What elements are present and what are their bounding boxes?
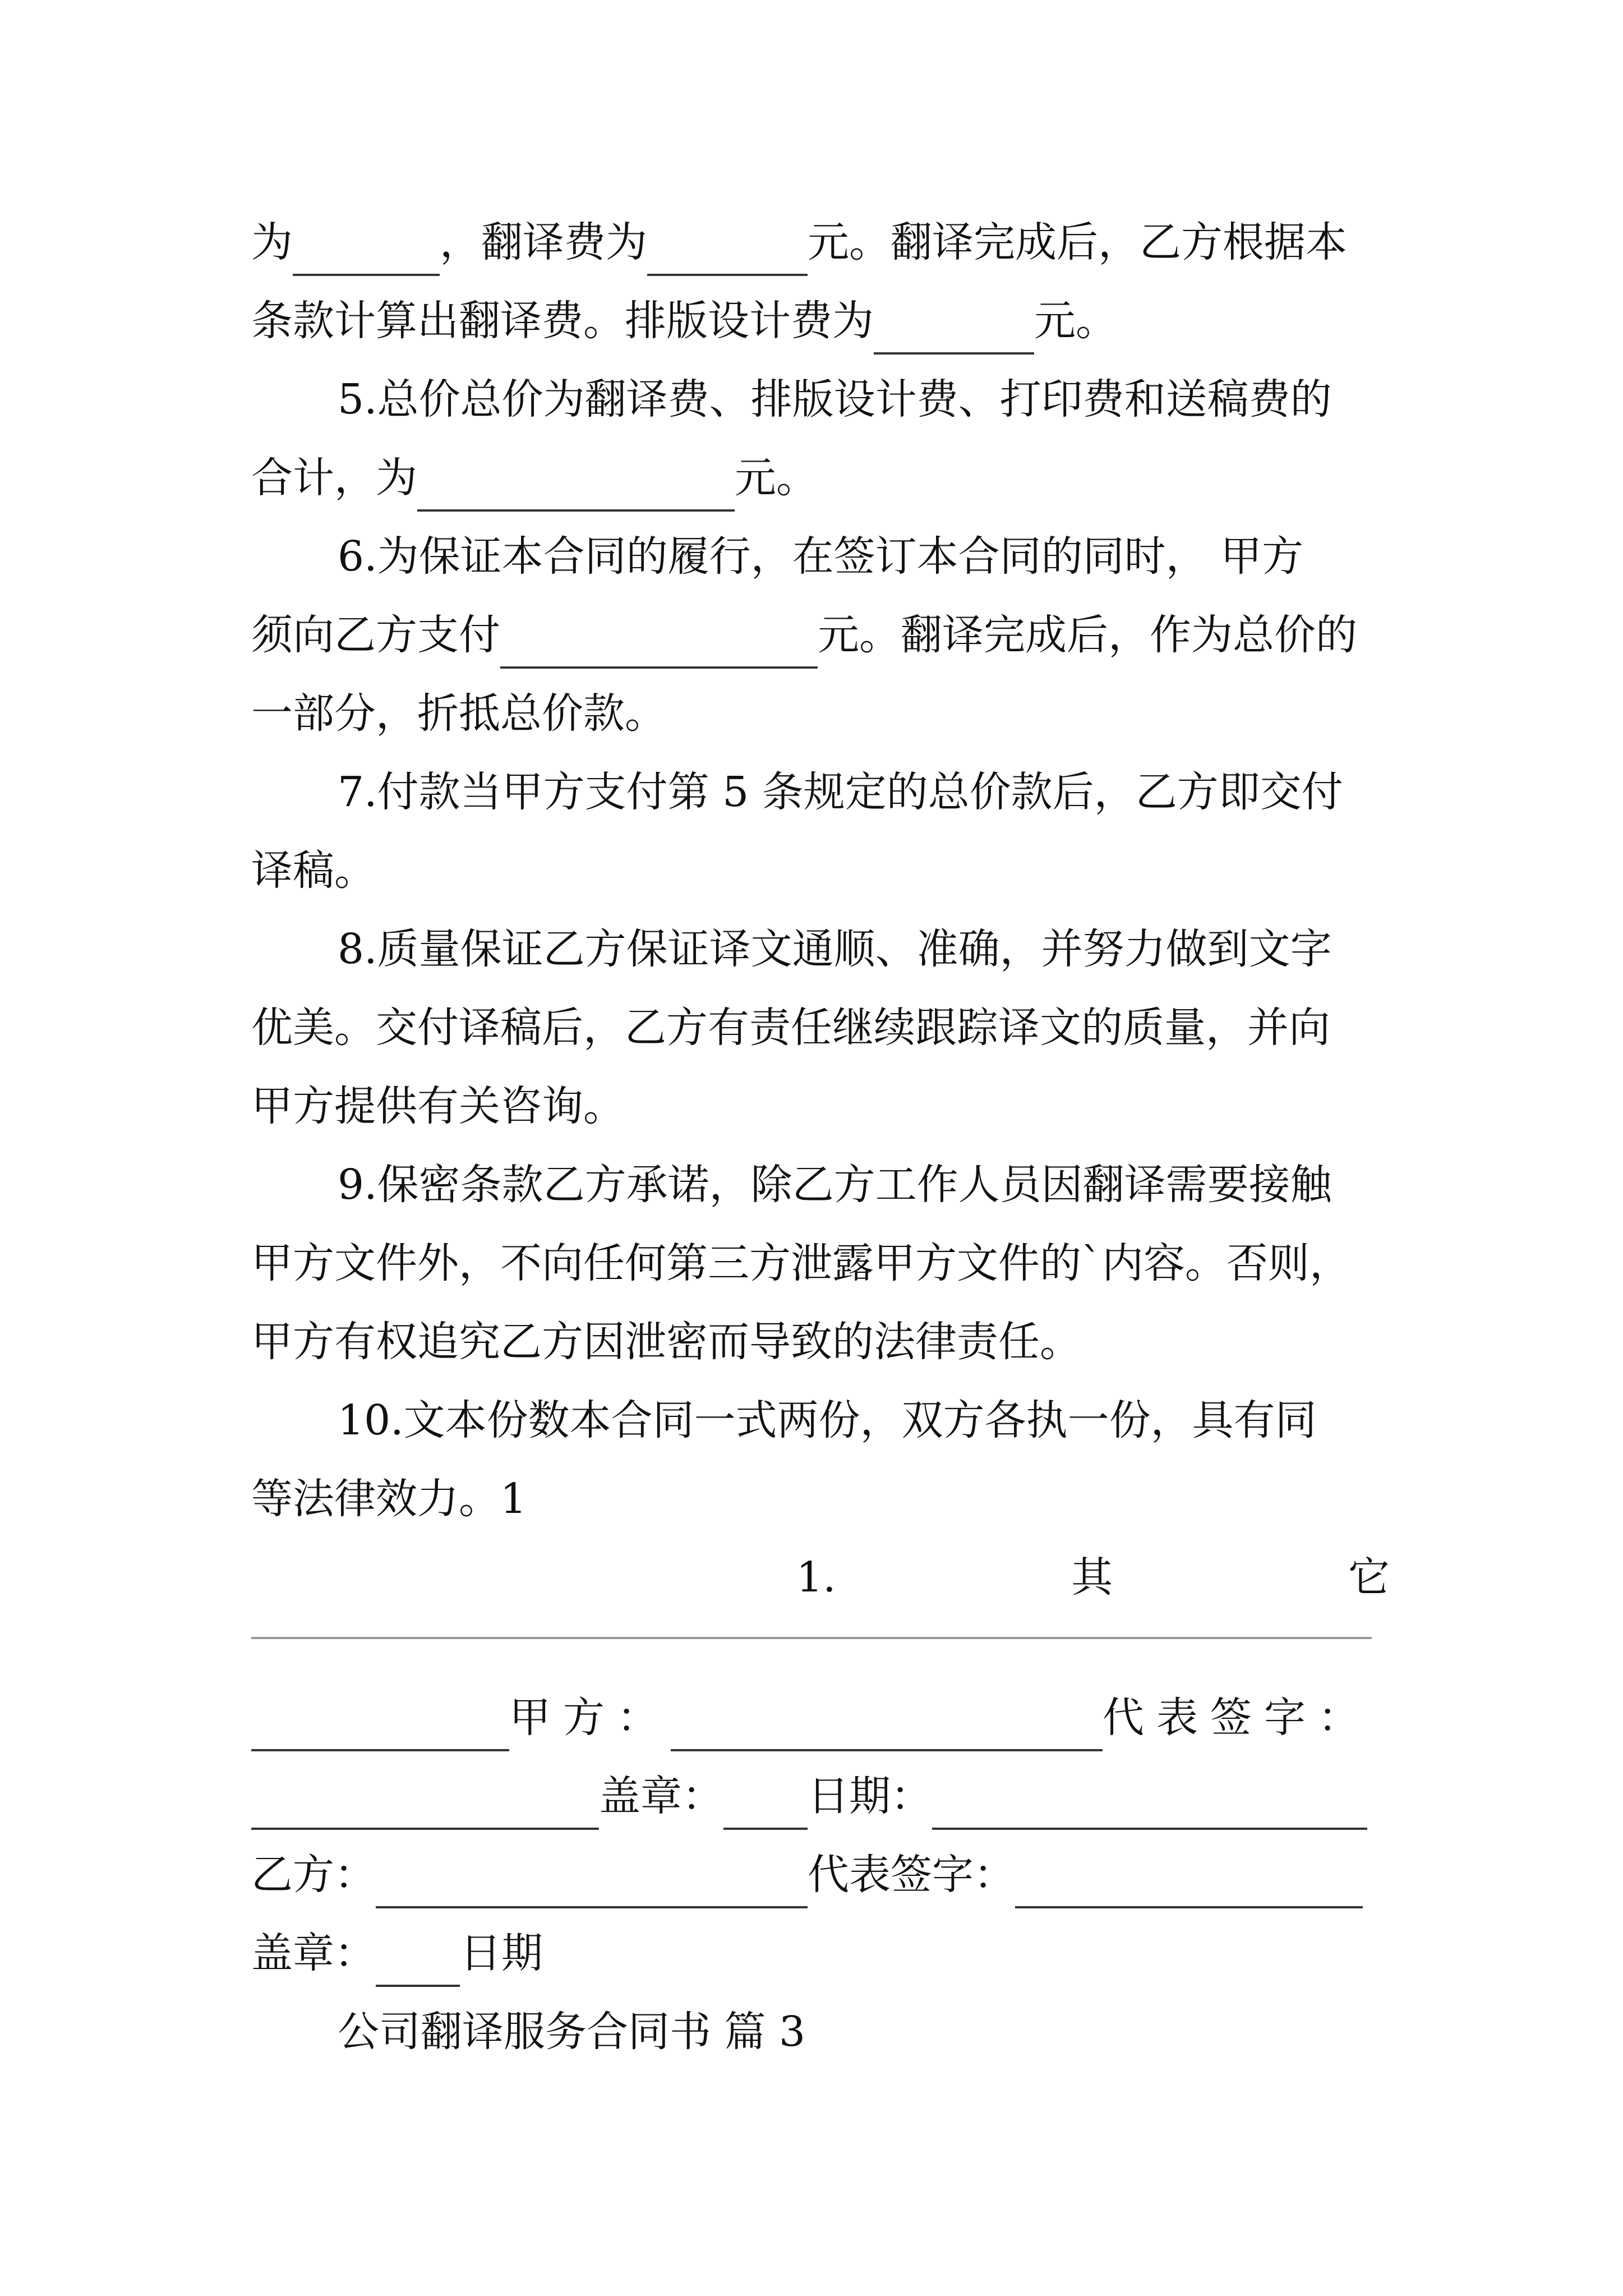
rep-sign-label: 代表签字： <box>1103 1694 1372 1742</box>
clause-8-line-1: 8.质量保证乙方保证译文通顺、准确，并努力做到文字 <box>338 925 1332 973</box>
blank-field[interactable] <box>1015 1859 1363 1908</box>
clause-10-line-2: 等法律效力。1 <box>251 1475 527 1523</box>
blank-field[interactable] <box>647 227 808 276</box>
separator-rule <box>251 1637 1372 1639</box>
clause-5-line-2 <box>251 444 1390 512</box>
clause-8-line-2: 优美。交付译稿后，乙方有责任继续跟踪译文的质量，并向 <box>251 1004 1330 1052</box>
clause-6-line-2 <box>251 601 1390 669</box>
text-segment: 元。 <box>1034 297 1117 345</box>
clause-10-line-1: 10.文本份数本合同一式两份，双方各执一份，具有同 <box>338 1396 1317 1444</box>
seal-label: 盖章： <box>251 1929 376 1977</box>
text-segment: 为 <box>251 218 293 266</box>
text-segment: 元。翻译完成后，作为总价的 <box>818 611 1357 659</box>
clause-9-line-2: 甲方文件外，不向任何第三方泄露甲方文件的`内容。否则， <box>251 1239 1351 1287</box>
signature-line-party-b <box>251 1841 1390 1908</box>
blank-field[interactable] <box>932 1780 1367 1830</box>
heading-char: 其 <box>1071 1553 1113 1602</box>
text-segment: 元。 <box>735 454 818 502</box>
text-line-2 <box>251 287 1390 355</box>
party-a-label: 甲方： <box>509 1694 671 1742</box>
party-b-label: 乙方： <box>251 1851 376 1899</box>
blank-field[interactable] <box>723 1780 808 1830</box>
text-segment: ，翻译费为 <box>440 218 647 266</box>
clause-5-line-1: 5.总价总价为翻译费、排版设计费、打印费和送稿费的 <box>338 375 1332 424</box>
clause-other-heading <box>796 1544 1390 1611</box>
text-segment: 元。翻译完成后，乙方根据本 <box>808 218 1347 266</box>
clause-number: 1. <box>796 1553 836 1602</box>
clause-9-line-1: 9.保密条款乙方承诺，除乙方工作人员因翻译需要接触 <box>338 1161 1332 1209</box>
clause-7-line-2: 译稿。 <box>251 846 376 895</box>
section-heading: 公司翻译服务合同书 篇 3 <box>338 2008 806 2056</box>
blank-field[interactable] <box>417 462 735 512</box>
signature-line-party-a-seal <box>251 1763 1390 1830</box>
text-line-1 <box>251 209 1390 276</box>
date-label: 日期 <box>460 1929 543 1977</box>
text-segment: 条款计算出翻译费。排版设计费为 <box>251 297 874 345</box>
clause-6-line-1: 6.为保证本合同的履行，在签订本合同的同时， 甲方 <box>338 532 1304 581</box>
blank-field[interactable] <box>874 305 1034 355</box>
heading-char: 它 <box>1348 1553 1390 1602</box>
blank-field[interactable] <box>376 1859 808 1908</box>
date-label: 日期： <box>808 1772 932 1820</box>
clause-6-line-3: 一部分，折抵总价款。 <box>251 689 666 738</box>
signature-line-party-a <box>251 1684 1390 1751</box>
blank-field[interactable] <box>251 1780 599 1830</box>
blank-field[interactable] <box>251 1702 509 1751</box>
blank-field[interactable] <box>500 619 818 669</box>
text-segment: 合计，为 <box>251 454 417 502</box>
signature-line-party-b-seal <box>251 1920 1390 1987</box>
blank-field[interactable] <box>293 227 440 276</box>
clause-7-line-1: 7.付款当甲方支付第 5 条规定的总价款后，乙方即交付 <box>338 768 1343 816</box>
clause-9-line-3: 甲方有权追究乙方因泄密而导致的法律责任。 <box>251 1318 1081 1366</box>
blank-field[interactable] <box>376 1938 460 1987</box>
rep-sign-label: 代表签字： <box>808 1851 1015 1899</box>
seal-label: 盖章： <box>599 1772 723 1820</box>
blank-field[interactable] <box>671 1702 1103 1751</box>
clause-8-line-3: 甲方提供有关咨询。 <box>251 1082 625 1130</box>
text-segment: 须向乙方支付 <box>251 611 500 659</box>
